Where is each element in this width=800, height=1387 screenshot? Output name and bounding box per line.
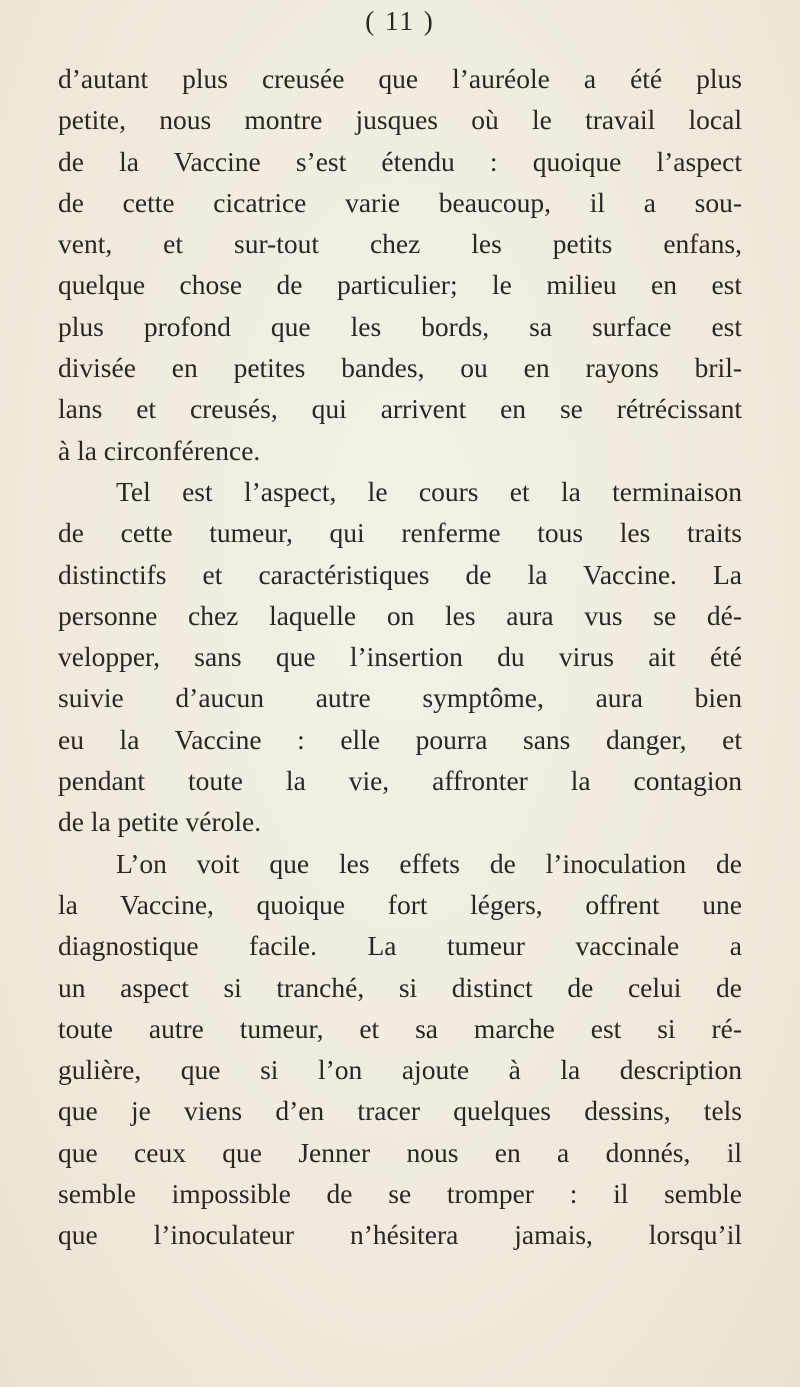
text-line: suivie d’aucun autre symptôme, aura bien bbox=[58, 682, 742, 714]
text-line: vent, et sur-tout chez les petits enfans, bbox=[58, 228, 742, 260]
text-line: velopper, sans que l’insertion du virus ait été bbox=[58, 641, 742, 673]
text-line: la Vaccine, quoique fort légers, offrent une bbox=[58, 888, 742, 920]
text-line: distinctifs et caractéristiques de la Vaccine. La bbox=[58, 558, 742, 590]
text-line: d’autant plus creusée que l’auréole a été plus bbox=[58, 63, 742, 94]
text-line: à la circonférence. bbox=[58, 434, 261, 466]
text-line: eu la Vaccine : elle pourra sans danger, et bbox=[58, 723, 742, 755]
text-line: de cette tumeur, qui renferme tous les traits bbox=[58, 517, 742, 549]
page-number: ( 11 ) bbox=[365, 6, 435, 36]
text-line: quelque chose de particulier; le milieu en est bbox=[58, 269, 742, 301]
text-line: divisée en petites bandes, ou en rayons bril- bbox=[58, 352, 742, 384]
text-line: que ceux que Jenner nous en a donnés, il bbox=[58, 1136, 742, 1168]
text-line: de la Vaccine s’est étendu : quoique l’aspect bbox=[58, 145, 742, 177]
text-line: petite, nous montre jusques où le travail local bbox=[58, 104, 742, 136]
body-text bbox=[58, 58, 742, 1256]
text-line: toute autre tumeur, et sa marche est si ré- bbox=[58, 1012, 742, 1044]
text-line: semble impossible de se tromper : il semble bbox=[58, 1178, 742, 1210]
text-line: personne chez laquelle on les aura vus se dé- bbox=[58, 599, 742, 631]
text-line: plus profond que les bords, sa surface est bbox=[58, 310, 742, 342]
text-line: de cette cicatrice varie beaucoup, il a sou- bbox=[58, 186, 742, 218]
text-line: que je viens d’en tracer quelques dessins, tels bbox=[58, 1095, 742, 1127]
text-line: que l’inoculateur n’hésitera jamais, lorsqu’il bbox=[58, 1219, 742, 1251]
text-line: Tel est l’aspect, le cours et la terminaison bbox=[116, 475, 742, 507]
text-line: gulière, que si l’on ajoute à la description bbox=[58, 1054, 742, 1086]
text-line: L’on voit que les effets de l’inoculation de bbox=[116, 847, 742, 879]
text-line: pendant toute la vie, affronter la contagion bbox=[58, 765, 742, 797]
text-line: diagnostique facile. La tumeur vaccinale a bbox=[58, 930, 742, 962]
text-line: un aspect si tranché, si distinct de celui de bbox=[58, 971, 742, 1003]
text-line: lans et creusés, qui arrivent en se rétrécissant bbox=[58, 393, 742, 425]
text-line: de la petite vérole. bbox=[58, 806, 262, 838]
